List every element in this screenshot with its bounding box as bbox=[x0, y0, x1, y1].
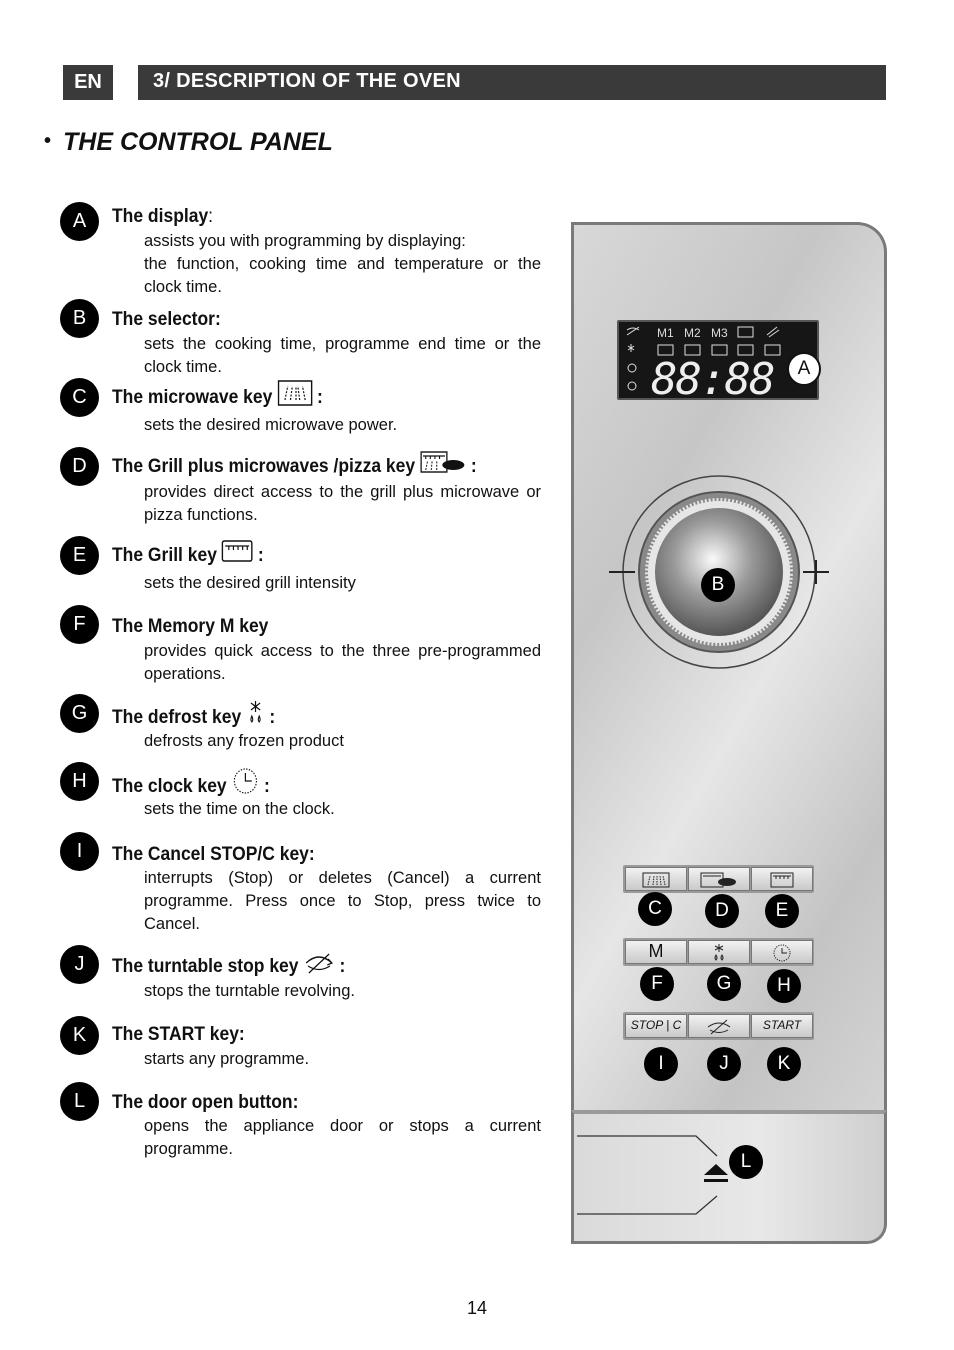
grill-microwave-pizza-key[interactable] bbox=[688, 867, 750, 891]
display-segments bbox=[619, 322, 817, 398]
turntable-stop-icon bbox=[706, 1018, 732, 1036]
microwave-key[interactable] bbox=[625, 867, 687, 891]
item-title: The selector: bbox=[112, 309, 221, 330]
item-description: defrosts any frozen product bbox=[144, 732, 344, 750]
item-title: The Grill plus microwaves /pizza key : bbox=[112, 451, 477, 478]
item-description: the function, cooking time and temperature or the clock time. bbox=[144, 255, 541, 296]
badge-k: K bbox=[60, 1016, 99, 1055]
item-title: The Cancel STOP/C key: bbox=[112, 844, 315, 865]
grill-icon bbox=[769, 871, 795, 889]
defrost-icon bbox=[711, 943, 727, 963]
item-title: The turntable stop key : bbox=[112, 951, 345, 978]
item-title: The START key: bbox=[112, 1024, 245, 1045]
eject-icon bbox=[702, 1162, 730, 1186]
panel-badge-l: L bbox=[729, 1145, 763, 1179]
grill-key[interactable] bbox=[751, 867, 813, 891]
item-description: provides quick access to the three pre-programmed operations. bbox=[144, 642, 541, 683]
badge-d: D bbox=[60, 447, 99, 486]
panel-badge-e: E bbox=[765, 894, 799, 928]
memory-key[interactable]: M bbox=[625, 940, 687, 964]
microwave-icon bbox=[277, 380, 312, 406]
panel-badge-b: B bbox=[701, 568, 735, 602]
item-description: opens the appliance door or stops a current programme. bbox=[144, 1117, 541, 1158]
panel-badge-f: F bbox=[640, 967, 674, 1001]
stop-cancel-key[interactable]: STOP | C bbox=[625, 1014, 687, 1038]
start-key[interactable]: START bbox=[751, 1014, 813, 1038]
panel-badge-d: D bbox=[705, 894, 739, 928]
svg-text:M2: M2 bbox=[684, 326, 701, 340]
item-title: The display: bbox=[112, 206, 214, 227]
badge-h: H bbox=[60, 762, 99, 801]
chapter-header: 3/ DESCRIPTION OF THE OVEN bbox=[138, 65, 886, 100]
defrost-key[interactable] bbox=[688, 940, 750, 964]
svg-text:88:88: 88:88 bbox=[651, 354, 774, 398]
badge-j: J bbox=[60, 945, 99, 984]
grill-icon bbox=[222, 540, 253, 564]
oven-control-panel bbox=[571, 222, 887, 1244]
panel-badge-a: A bbox=[787, 352, 821, 386]
panel-badge-k: K bbox=[767, 1047, 801, 1081]
item-description: sets the desired grill intensity bbox=[144, 574, 356, 592]
item-display bbox=[60, 202, 542, 298]
door-open-button[interactable] bbox=[702, 1162, 730, 1191]
svg-text:M3: M3 bbox=[711, 326, 728, 340]
item-description: provides direct access to the grill plus microwave or pizza functions. bbox=[144, 483, 541, 524]
item-title: The defrost key : bbox=[112, 700, 275, 729]
microwave-icon bbox=[641, 871, 671, 889]
turntable-stop-icon bbox=[303, 951, 334, 975]
item-description: sets the time on the clock. bbox=[144, 800, 335, 818]
svg-text:M1: M1 bbox=[657, 326, 674, 340]
item-description: sets the cooking time, programme end time or the clock time. bbox=[144, 335, 541, 376]
badge-i: I bbox=[60, 832, 99, 871]
clock-icon bbox=[771, 943, 793, 963]
badge-l: L bbox=[60, 1082, 99, 1121]
item-title: The Grill key : bbox=[112, 540, 264, 567]
badge-b: B bbox=[60, 299, 99, 338]
section-title: • THE CONTROL PANEL bbox=[44, 128, 333, 156]
item-title: The door open button: bbox=[112, 1092, 299, 1113]
turntable-stop-key[interactable] bbox=[688, 1014, 750, 1038]
item-title: The microwave key : bbox=[112, 380, 323, 409]
item-title: The clock key : bbox=[112, 767, 270, 798]
panel-badge-j: J bbox=[707, 1047, 741, 1081]
defrost-icon bbox=[246, 700, 264, 726]
clock-key[interactable] bbox=[751, 940, 813, 964]
panel-badge-h: H bbox=[767, 969, 801, 1003]
item-description: assists you with programming by displaying: bbox=[144, 232, 466, 250]
item-description: starts any programme. bbox=[144, 1050, 310, 1068]
badge-e: E bbox=[60, 536, 99, 575]
badge-g: G bbox=[60, 694, 99, 733]
badge-f: F bbox=[60, 605, 99, 644]
grill-microwave-pizza-icon bbox=[699, 871, 739, 889]
panel-badge-g: G bbox=[707, 967, 741, 1001]
item-description: interrupts (Stop) or deletes (Cancel) a current programme. Press once to Stop, press twice to Cancel. bbox=[144, 869, 541, 933]
item-description: sets the desired microwave power. bbox=[144, 416, 398, 434]
panel-badge-c: C bbox=[638, 892, 672, 926]
badge-a: A bbox=[60, 202, 99, 241]
panel-badge-i: I bbox=[644, 1047, 678, 1081]
page-number: 14 bbox=[466, 1298, 488, 1318]
badge-c: C bbox=[60, 378, 99, 417]
item-title: The Memory M key bbox=[112, 616, 269, 637]
grill-microwave-pizza-icon bbox=[420, 451, 466, 475]
item-description: stops the turntable revolving. bbox=[144, 982, 355, 1000]
language-tab: EN bbox=[63, 65, 113, 100]
clock-icon bbox=[232, 767, 260, 795]
